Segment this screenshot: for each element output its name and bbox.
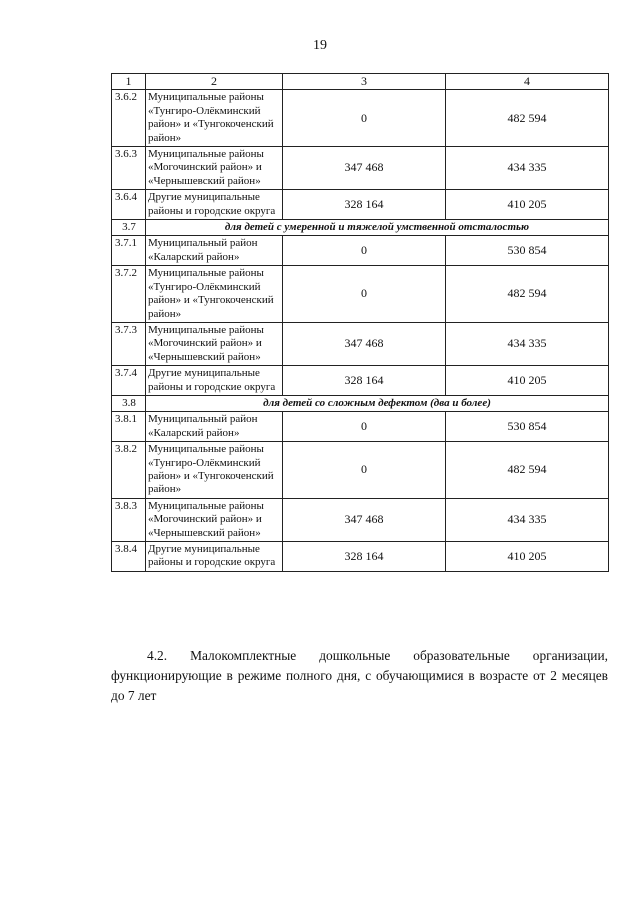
row-name: Муниципальный район «Каларский район»: [146, 236, 283, 266]
section-title: для детей со сложным дефектом (два и более): [146, 395, 609, 411]
section-number: 3.8: [112, 395, 146, 411]
row-name: Другие муниципальные районы и городские округа: [146, 366, 283, 396]
row-value-col4: 482 594: [446, 266, 609, 323]
row-number: 3.7.2: [112, 266, 146, 323]
table-header-row: [112, 74, 609, 90]
norms-table: [111, 73, 609, 572]
row-name: Муниципальные районы «Тунгиро-Олёкминский район» и «Тунгокоченский район»: [146, 266, 283, 323]
table-section-row: [112, 220, 609, 236]
header-col-3: 3: [283, 74, 446, 90]
row-value-col3: 0: [283, 442, 446, 499]
row-number: 3.6.4: [112, 190, 146, 220]
row-number: 3.7.3: [112, 322, 146, 365]
row-value-col4: 530 854: [446, 412, 609, 442]
row-number: 3.7.1: [112, 236, 146, 266]
row-value-col3: 0: [283, 412, 446, 442]
row-name: Муниципальный район «Каларский район»: [146, 412, 283, 442]
row-value-col3: 0: [283, 236, 446, 266]
table-row: [112, 90, 609, 147]
row-name: Муниципальные районы «Тунгиро-Олёкминский район» и «Тунгокоченский район»: [146, 90, 283, 147]
header-col-1: 1: [112, 74, 146, 90]
table-row: [112, 412, 609, 442]
section-paragraph-4-2: 4.2. Малокомплектные дошкольные образовательные организации, функционирующие в режиме полного дня, с обучающимися в возрасте от 2 месяцев до 7 лет: [111, 648, 608, 703]
row-name: Муниципальные районы «Могочинский район» и «Чернышевский район»: [146, 147, 283, 190]
row-value-col4: 434 335: [446, 147, 609, 190]
row-value-col3: 347 468: [283, 147, 446, 190]
row-value-col4: 410 205: [446, 190, 609, 220]
section-number: 3.7: [112, 220, 146, 236]
table-row: [112, 542, 609, 572]
table-row: [112, 266, 609, 323]
row-value-col3: 0: [283, 90, 446, 147]
table-row: [112, 322, 609, 365]
row-number: 3.6.3: [112, 147, 146, 190]
header-col-2: 2: [146, 74, 283, 90]
row-number: 3.8.2: [112, 442, 146, 499]
table-row: [112, 498, 609, 541]
table-section-row: [112, 395, 609, 411]
table-row: [112, 190, 609, 220]
row-value-col3: 328 164: [283, 190, 446, 220]
row-name: Муниципальные районы «Могочинский район» и «Чернышевский район»: [146, 498, 283, 541]
row-value-col4: 434 335: [446, 322, 609, 365]
row-value-col3: 0: [283, 266, 446, 323]
row-value-col4: 434 335: [446, 498, 609, 541]
row-name: Муниципальные районы «Тунгиро-Олёкминский район» и «Тунгокоченский район»: [146, 442, 283, 499]
row-value-col3: 347 468: [283, 322, 446, 365]
page-number: 19: [313, 38, 327, 53]
row-name: Муниципальные районы «Могочинский район» и «Чернышевский район»: [146, 322, 283, 365]
header-col-4: 4: [446, 74, 609, 90]
row-value-col4: 410 205: [446, 366, 609, 396]
row-value-col4: 410 205: [446, 542, 609, 572]
row-number: 3.8.4: [112, 542, 146, 572]
section-title: для детей с умеренной и тяжелой умственной отсталостью: [146, 220, 609, 236]
table-row: [112, 147, 609, 190]
row-value-col4: 482 594: [446, 90, 609, 147]
norms-table-wrapper: [111, 73, 608, 572]
row-value-col4: 530 854: [446, 236, 609, 266]
table-row: [112, 366, 609, 396]
row-number: 3.8.3: [112, 498, 146, 541]
table-row: [112, 236, 609, 266]
row-name: Другие муниципальные районы и городские округа: [146, 190, 283, 220]
table-row: [112, 442, 609, 499]
row-value-col3: 347 468: [283, 498, 446, 541]
row-name: Другие муниципальные районы и городские округа: [146, 542, 283, 572]
row-value-col4: 482 594: [446, 442, 609, 499]
row-number: 3.7.4: [112, 366, 146, 396]
row-number: 3.6.2: [112, 90, 146, 147]
norms-table-body: [112, 74, 609, 572]
row-number: 3.8.1: [112, 412, 146, 442]
row-value-col3: 328 164: [283, 366, 446, 396]
row-value-col3: 328 164: [283, 542, 446, 572]
